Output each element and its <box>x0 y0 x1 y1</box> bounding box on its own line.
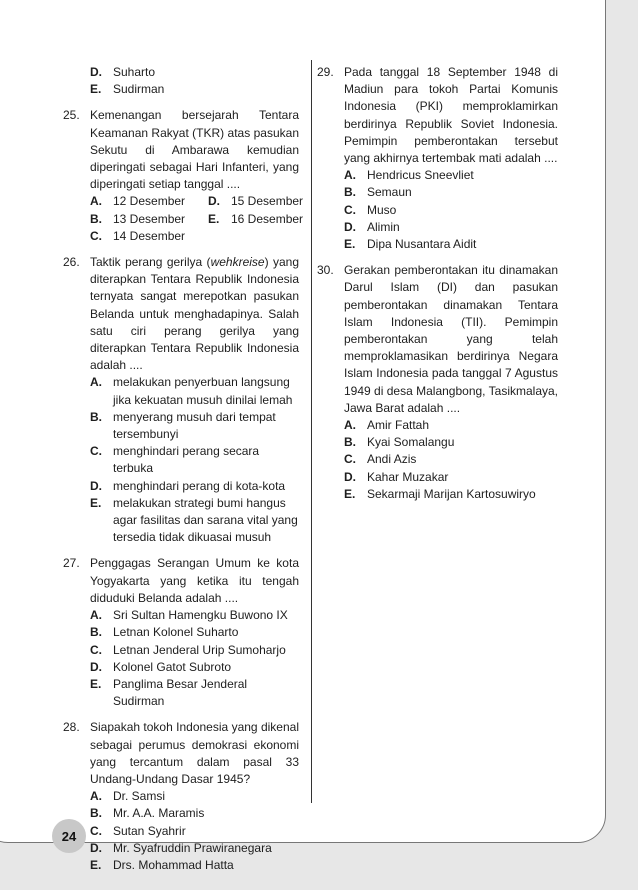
option-row[interactable] <box>63 659 299 676</box>
option-letter: D. <box>344 219 356 234</box>
option-row[interactable] <box>317 469 558 486</box>
left-column <box>63 64 304 883</box>
option-text: Kolonel Gatot Subroto <box>113 659 232 674</box>
option-letter: E. <box>344 486 356 501</box>
option-letter: A. <box>90 194 102 209</box>
option-row[interactable] <box>63 409 299 443</box>
option-row[interactable] <box>317 486 558 503</box>
option-text: Drs. Mohammad Hatta <box>113 857 234 872</box>
option-text: menyerang musuh dari tempat tersembunyi <box>113 409 276 442</box>
option-row[interactable] <box>317 451 558 468</box>
option-text: Alimin <box>367 219 400 234</box>
option-letter: E. <box>208 211 220 226</box>
option-row[interactable] <box>63 443 299 477</box>
option-text: 16 Desember <box>231 211 304 226</box>
question-25 <box>63 107 304 245</box>
question-text <box>90 254 299 374</box>
option-letter: C. <box>90 228 102 243</box>
option-row[interactable] <box>63 607 299 624</box>
option-letter: B. <box>344 185 356 200</box>
option-letter: D. <box>344 469 356 484</box>
option-letter: E. <box>344 237 356 252</box>
option-letter: D. <box>208 194 220 209</box>
option-letter: A. <box>344 418 356 433</box>
option-row[interactable] <box>63 642 299 659</box>
option-text: melakukan penyerbuan langsung jika kekuatan musuh dinilai lemah <box>113 375 293 407</box>
option-letter: B. <box>90 409 102 424</box>
option-row[interactable] <box>63 478 299 495</box>
option-letter: C. <box>90 642 102 657</box>
option-row[interactable] <box>317 434 558 451</box>
option-row[interactable] <box>63 857 299 874</box>
option-letter: C. <box>344 202 356 217</box>
question-number: 25. <box>63 108 80 123</box>
option-text: menghindari perang secara terbuka <box>113 444 260 476</box>
option-text: Hendricus Sneevliet <box>367 168 474 183</box>
question-text-italic: wehkreise <box>210 255 265 270</box>
option-text: melakukan strategi bumi hangus agar fasilitas dan sarana vital yang tersedia tidak dikuasai musuh <box>113 495 298 545</box>
question-text: Kemenangan bersejarah Tentara Keamanan Rakyat (TKR) atas pasukan Sekutu di Ambarawa kemudian diperingati sebagai Hari Infanteri, yang diperingati setiap tanggal .... <box>90 108 299 192</box>
option-text: 12 Desember <box>113 194 186 209</box>
option-row[interactable] <box>208 193 326 210</box>
option-text: Dipa Nusantara Aidit <box>367 237 477 252</box>
column-divider <box>311 60 312 803</box>
option-text: Semaun <box>367 185 412 200</box>
option-row[interactable] <box>317 219 558 236</box>
option-text: Panglima Besar Jenderal Sudirman <box>113 676 248 709</box>
option-text: Sri Sultan Hamengku Buwono IX <box>113 608 288 623</box>
option-letter: D. <box>90 659 102 674</box>
option-text: Kyai Somalangu <box>367 435 455 450</box>
question-number: 27. <box>63 556 80 571</box>
question-28 <box>63 719 299 874</box>
option-letter: B. <box>90 806 102 821</box>
option-text: Sekarmaji Marijan Kartosuwiryo <box>367 486 536 501</box>
option-letter: E. <box>90 857 102 872</box>
option-text: Suharto <box>113 65 156 79</box>
option-letter: A. <box>90 789 102 804</box>
question-26 <box>63 254 299 546</box>
question-text: Pada tanggal 18 September 1948 di Madiun para tokoh Partai Komunis Indonesia (PKI) memproklamirkan berdirinya Republik Soviet Indonesia. Pemimpin pemberontakan tersebut yang akhirnya tertembak mati adalah .... <box>344 65 558 166</box>
option-row[interactable] <box>63 805 299 822</box>
option-letter: A. <box>344 168 356 183</box>
question-24-tail <box>63 64 299 98</box>
option-letter: B. <box>344 435 356 450</box>
option-letter: A. <box>90 608 102 623</box>
question-text: Gerakan pemberontakan itu dinamakan Darul Islam (DI) dan pasukan pemberontakan dinamakan Tentara Islam Indonesia (TII). Pemimpin pemberontakan yang telah memproklamasikan berdirinya Negara Islam Indonesia pada tanggal 7 Agustus 1949 di desa Malangbong, Tasikmalaya, Jawa Barat adalah .... <box>344 263 558 415</box>
question-number: 28. <box>63 720 80 735</box>
option-text: Sudirman <box>113 82 165 97</box>
question-number: 29. <box>317 65 334 79</box>
option-row[interactable] <box>63 788 299 805</box>
page-number-badge: 24 <box>52 819 86 853</box>
option-letter: E. <box>90 676 102 691</box>
option-letter: E. <box>90 82 102 97</box>
option-row[interactable] <box>317 236 558 253</box>
option-row[interactable] <box>317 167 558 184</box>
option-text: Kahar Muzakar <box>367 469 449 484</box>
option-text: Mr. Syafruddin Prawiranegara <box>113 840 272 855</box>
option-row[interactable] <box>317 184 558 201</box>
question-text-part: ) yang diterapkan Tentara Republik Indonesia ternyata sangat merepotkan pasukan Belanda untuk menghadapinya. Salah satu ciri perang gerilya yang diterapkan Tentara Republik Indonesia adalah .... <box>90 255 299 373</box>
option-text: menghindari perang di kota-kota <box>113 478 286 493</box>
option-row[interactable] <box>90 228 208 245</box>
option-text: Dr. Samsi <box>113 789 166 804</box>
option-row[interactable] <box>63 81 299 98</box>
option-row[interactable] <box>317 417 558 434</box>
option-letter: C. <box>90 444 102 459</box>
option-letter: E. <box>90 495 102 510</box>
option-text: 15 Desember <box>231 194 304 209</box>
option-text: Andi Azis <box>367 452 417 467</box>
option-row[interactable] <box>63 374 299 408</box>
question-text: Siapakah tokoh Indonesia yang dikenal sebagai perumus demokrasi ekonomi yang tercantum dalam pasal 33 Undang-Undang Dasar 1945? <box>90 720 299 786</box>
option-letter: D. <box>90 840 102 855</box>
option-text: Sutan Syahrir <box>113 823 186 838</box>
option-row[interactable] <box>63 495 299 547</box>
option-row[interactable] <box>317 202 558 219</box>
option-letter: D. <box>90 478 102 493</box>
option-text: Mr. A.A. Maramis <box>113 806 205 821</box>
option-text: 14 Desember <box>113 228 186 243</box>
option-text: Amir Fattah <box>367 418 430 433</box>
option-text: 13 Desember <box>113 211 186 226</box>
option-row[interactable] <box>63 823 299 840</box>
option-letter: A. <box>90 375 102 390</box>
option-letter: C. <box>344 452 356 467</box>
question-number: 30. <box>317 263 334 278</box>
question-29 <box>317 64 558 253</box>
option-letter: B. <box>90 625 102 640</box>
option-letter: B. <box>90 211 102 226</box>
option-row[interactable] <box>63 624 299 641</box>
option-grid <box>63 193 304 245</box>
question-number: 26. <box>63 255 80 270</box>
option-letter: D. <box>90 65 102 79</box>
question-text-part: Taktik perang gerilya ( <box>90 255 211 270</box>
option-letter: C. <box>90 823 102 838</box>
option-row[interactable] <box>90 193 208 210</box>
option-row[interactable] <box>208 211 326 228</box>
option-row[interactable] <box>63 676 299 710</box>
option-row[interactable] <box>90 211 208 228</box>
option-text: Letnan Kolonel Suharto <box>113 625 239 640</box>
option-row[interactable] <box>63 64 299 81</box>
option-row[interactable] <box>63 840 299 857</box>
option-text: Letnan Jenderal Urip Sumoharjo <box>113 642 286 657</box>
question-27 <box>63 555 299 710</box>
option-text: Muso <box>367 202 397 217</box>
right-column <box>317 64 558 512</box>
question-text: Penggagas Serangan Umum ke kota Yogyakarta yang ketika itu tengah diduduki Belanda adalah .... <box>90 556 299 605</box>
question-30 <box>317 262 558 503</box>
